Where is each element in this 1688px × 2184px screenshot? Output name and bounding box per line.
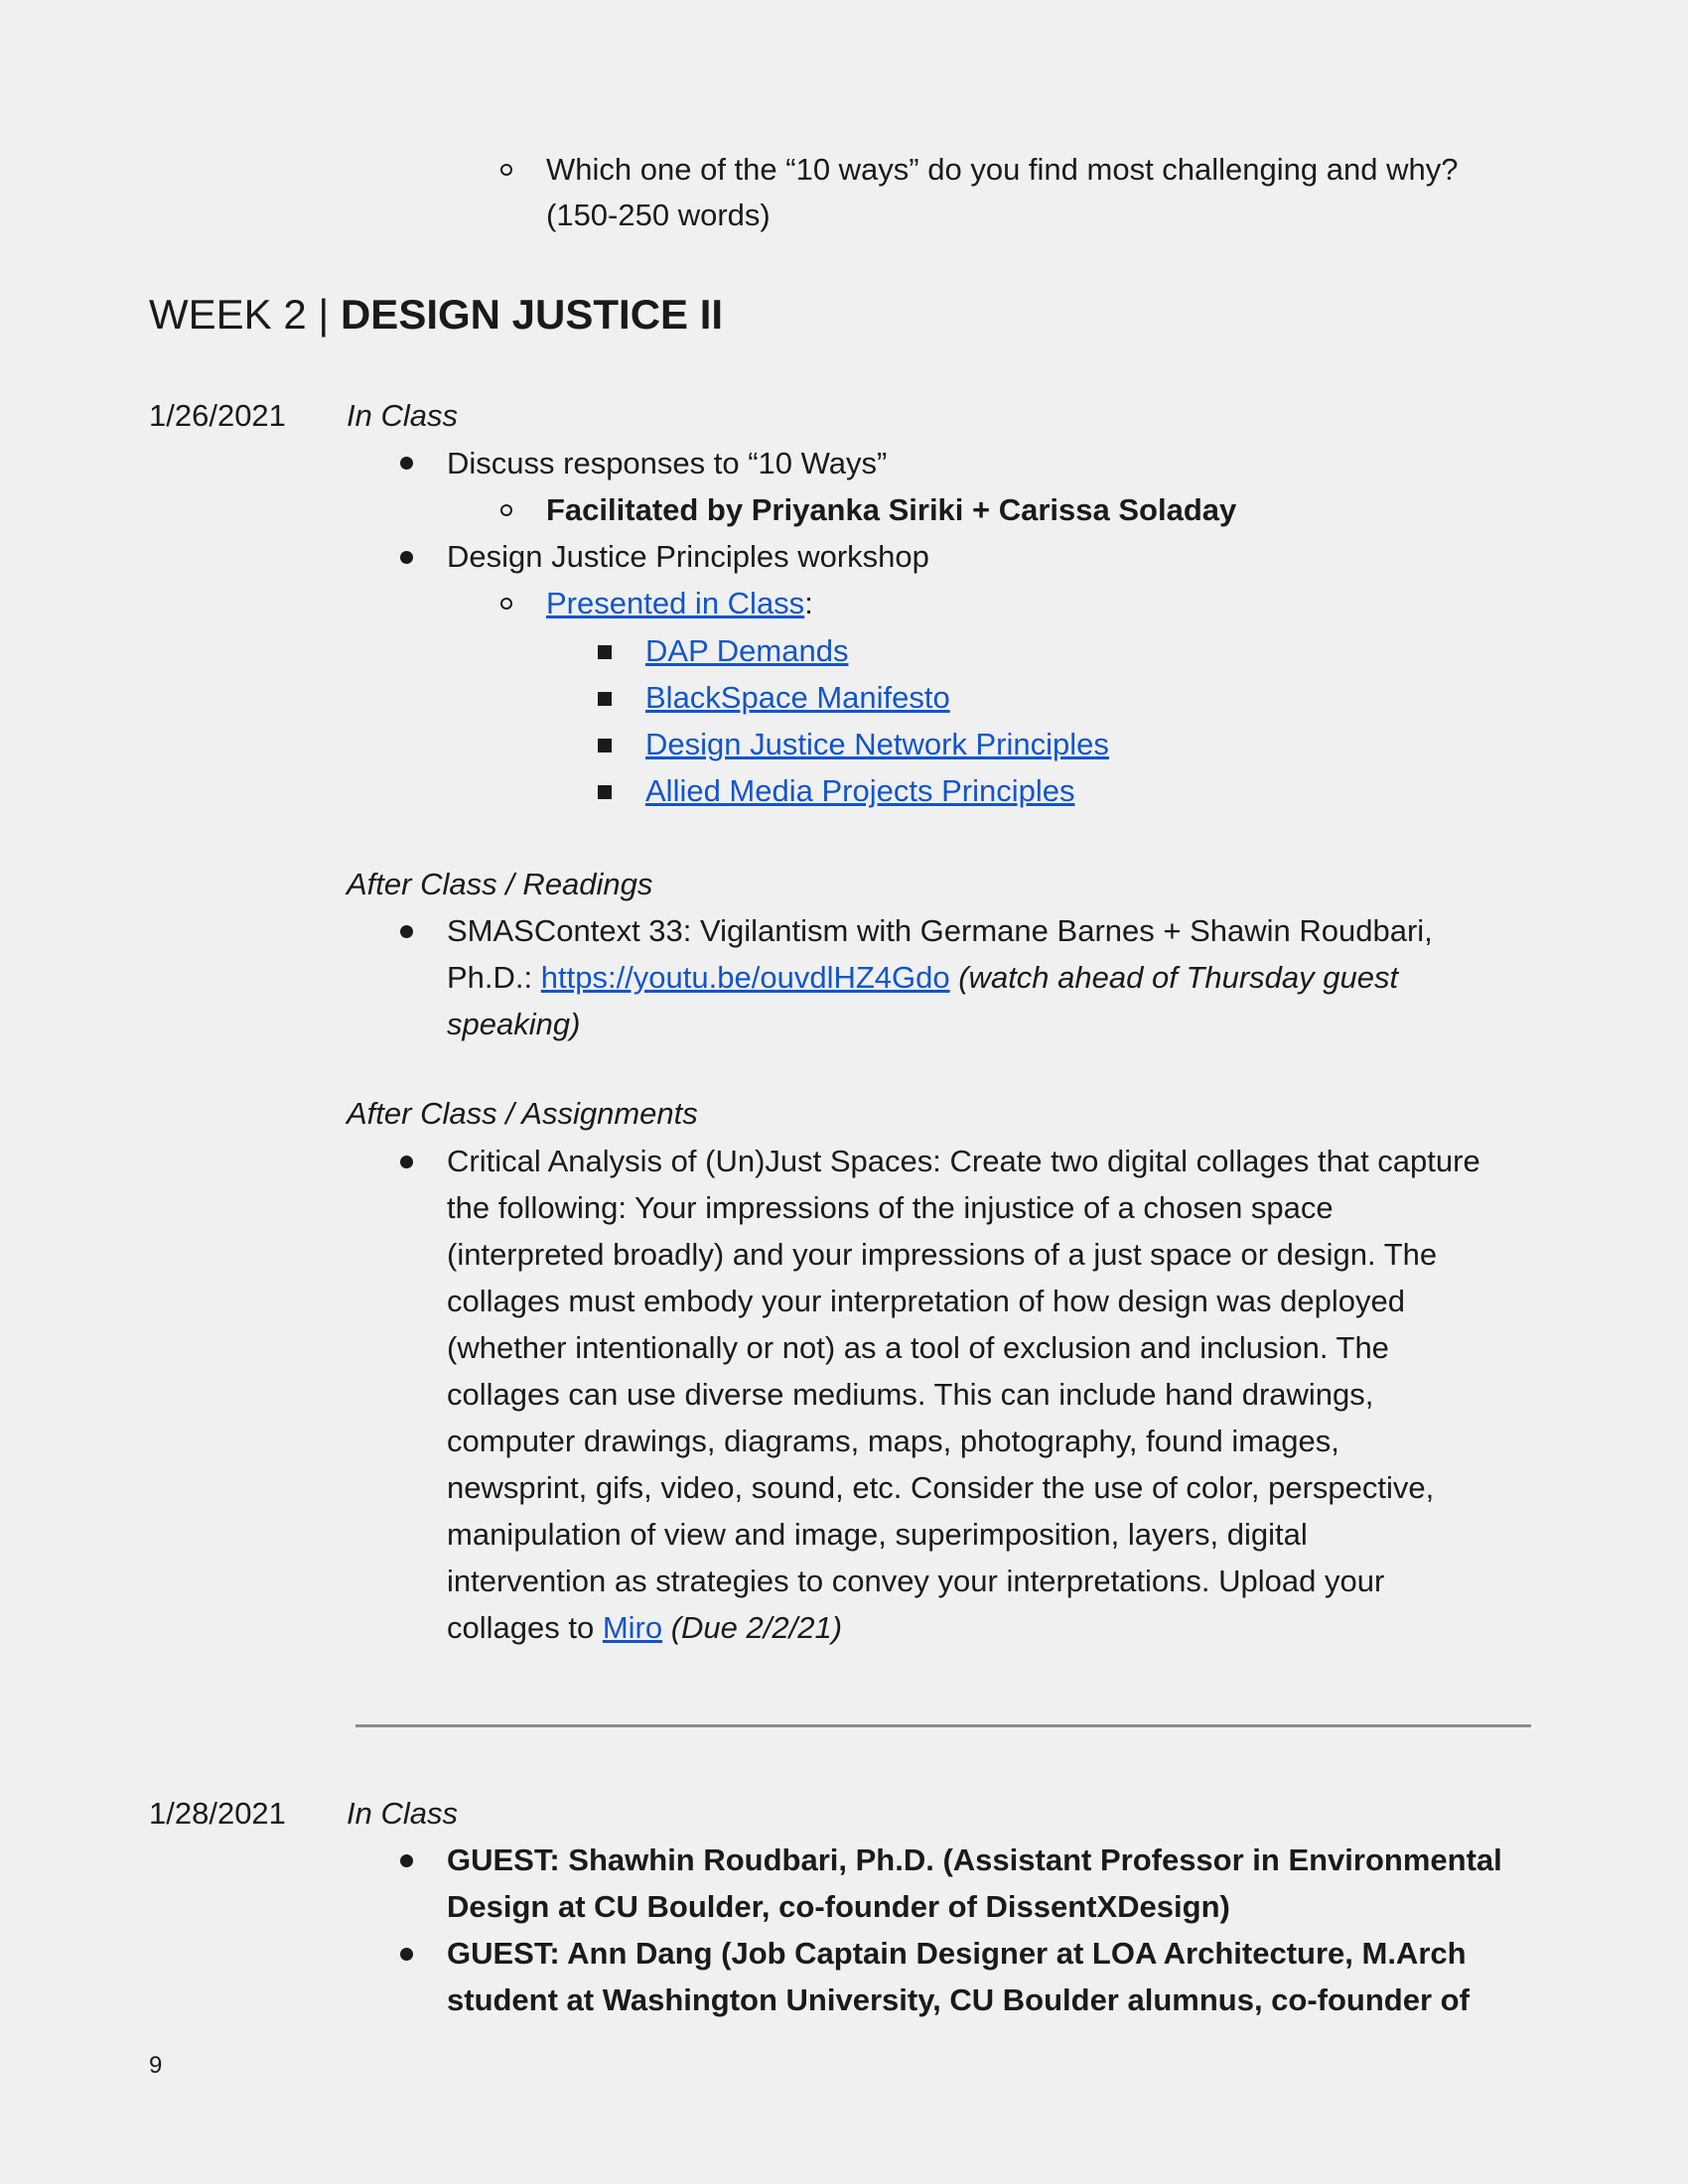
assignment-line: collages can use diverse mediums. This can include hand drawings, [447,1377,1374,1412]
miro-link[interactable]: Miro [602,1610,663,1645]
allied-media-projects-link[interactable]: Allied Media Projects Principles [645,773,1075,808]
assignment-line: (whether intentionally or not) as a tool of exclusion and inclusion. The [447,1330,1389,1365]
assignments-label: After Class / Assignments [347,1096,698,1131]
filled-bullet-icon [400,925,413,938]
reading-prefix: Ph.D.: [447,960,541,995]
presented-item [546,580,813,626]
assignment-line: the following: Your impressions of the injustice of a chosen space [447,1190,1334,1225]
filled-bullet-icon [400,1948,413,1961]
hollow-bullet-icon [500,598,512,610]
reading-note: (watch ahead of Thursday guest [949,960,1399,995]
filled-bullet-icon [400,551,413,564]
workshop-item: Design Justice Principles workshop [447,539,929,574]
filled-bullet-icon [400,1156,413,1168]
reading-line3: speaking) [447,1007,581,1041]
youtube-link[interactable]: https://youtu.be/ouvdlHZ4Gdo [540,960,950,995]
square-bullet-icon [598,645,612,659]
assignment-last-line [447,1604,1480,1651]
assignment-line: collages must embody your interpretation of how design was deployed [447,1284,1405,1318]
presented-colon: : [804,586,813,620]
readings-label: After Class / Readings [347,867,653,901]
guest1-line1: GUEST: Shawhin Roudbari, Ph.D. (Assistant Professor in Environmental [447,1843,1502,1877]
page-number: 9 [149,2052,163,2079]
square-bullet-icon [598,692,612,706]
assignment-due: (Due 2/2/21) [662,1610,843,1645]
reading-line1: SMASContext 33: Vigilantism with Germane Barnes + Shawin Roudbari, [447,913,1433,948]
dap-demands-link[interactable]: DAP Demands [645,633,849,668]
hollow-bullet-icon [500,164,512,176]
design-justice-network-link[interactable]: Design Justice Network Principles [645,727,1109,761]
assignment-last-prefix: collages to [447,1610,603,1645]
filled-bullet-icon [400,1854,413,1867]
assignment-line: intervention as strategies to convey your interpretations. Upload your [447,1564,1385,1598]
session1-in-class-label: In Class [347,398,458,433]
intro-question-line2: (150-250 words) [546,198,771,232]
guest1-line2: Design at CU Boulder, co-founder of DissentXDesign) [447,1889,1230,1924]
intro-question-line1: Which one of the “10 ways” do you find most challenging and why? [546,152,1459,187]
hollow-bullet-icon [500,504,512,516]
assignment-line: (interpreted broadly) and your impressions of a just space or design. The [447,1237,1438,1272]
guest2-line1: GUEST: Ann Dang (Job Captain Designer at LOA Architecture, M.Arch [447,1936,1467,1971]
week-heading [149,290,723,340]
assignment-line: manipulation of view and image, superimposition, layers, digital [447,1517,1308,1552]
filled-bullet-icon [400,457,413,470]
blackspace-manifesto-link[interactable]: BlackSpace Manifesto [645,680,950,715]
discuss-item: Discuss responses to “10 Ways” [447,446,888,480]
reading-line2 [447,954,1398,1001]
assignment-line: computer drawings, diagrams, maps, photography, found images, [447,1424,1339,1458]
session2-date: 1/28/2021 [149,1796,286,1831]
assignment-paragraph [447,1138,1480,1651]
assignment-line: newsprint, gifs, video, sound, etc. Consider the use of color, perspective, [447,1470,1435,1505]
week-title: DESIGN JUSTICE II [340,291,724,338]
week-prefix: WEEK 2 | [149,291,341,338]
session1-date: 1/26/2021 [149,398,286,433]
square-bullet-icon [598,785,612,799]
guest2-line2: student at Washington University, CU Boulder alumnus, co-founder of [447,1982,1470,2017]
facilitated-item: Facilitated by Priyanka Siriki + Carissa Soladay [546,492,1237,527]
assignment-line: Critical Analysis of (Un)Just Spaces: Create two digital collages that capture [447,1144,1480,1178]
session2-in-class-label: In Class [347,1796,458,1831]
square-bullet-icon [598,739,612,752]
section-divider [355,1724,1531,1727]
presented-in-class-link[interactable]: Presented in Class [546,586,805,620]
